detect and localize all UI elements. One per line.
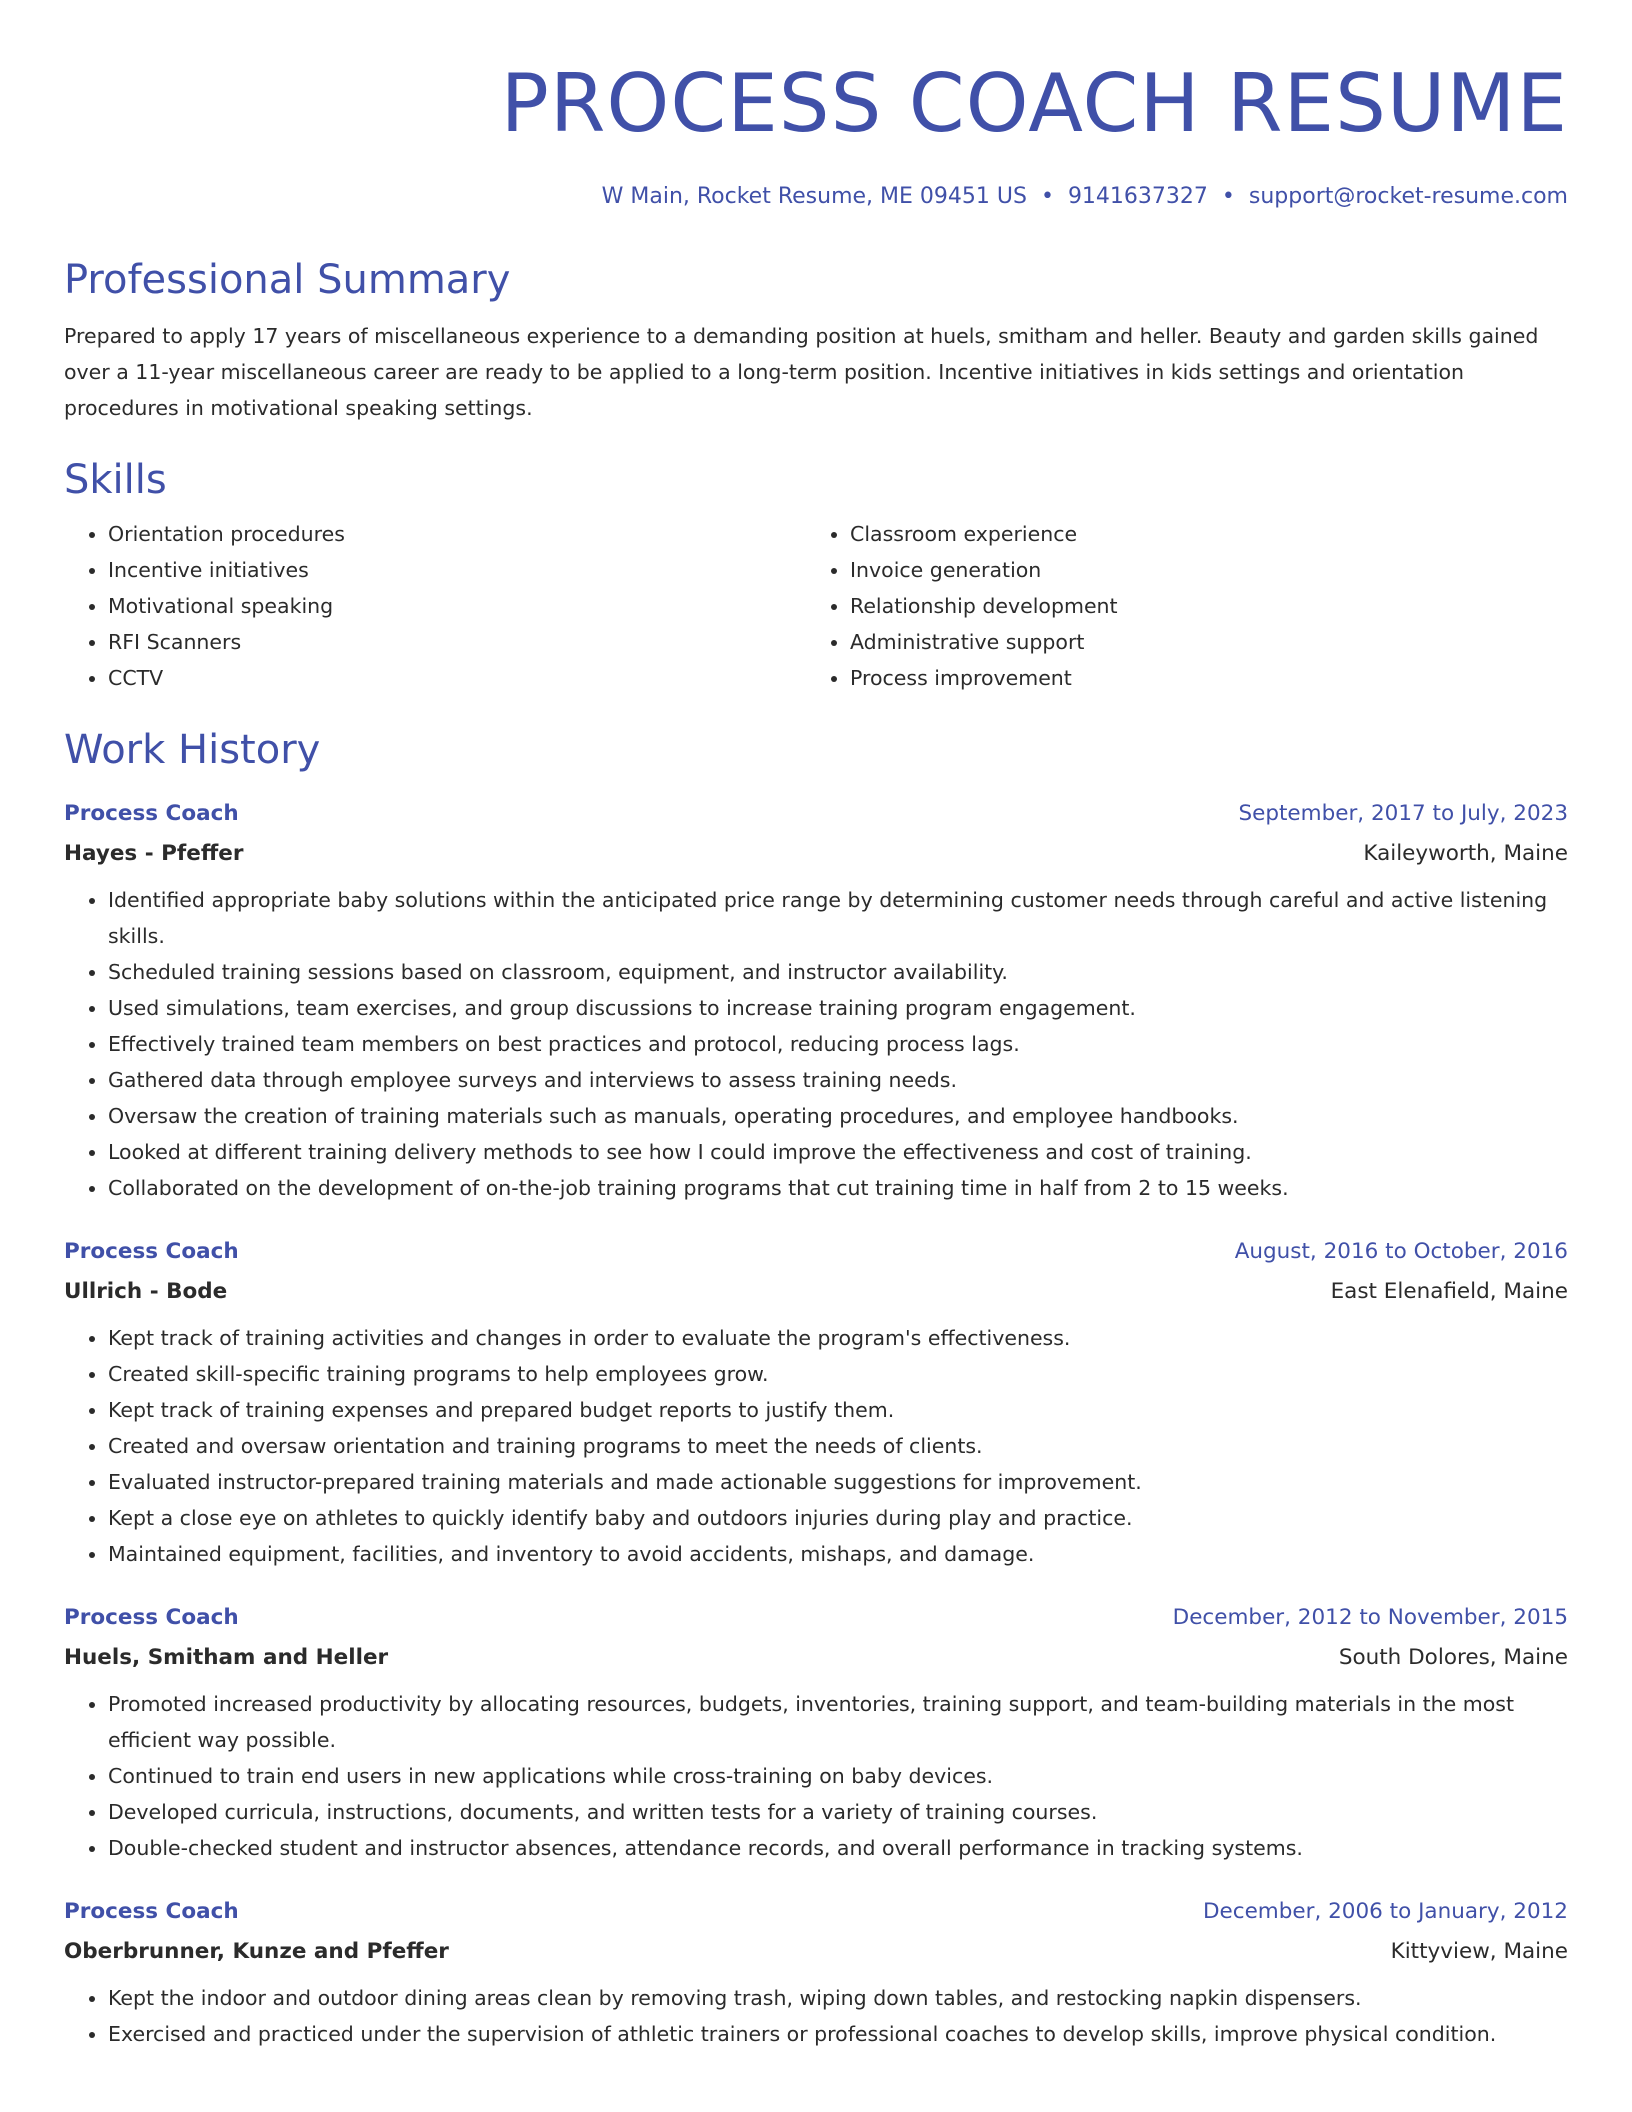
skills-heading: Skills: [64, 457, 167, 503]
contact-phone: 9141637327: [1067, 184, 1208, 209]
skill-item: • Incentive initiatives: [108, 552, 806, 588]
duty-item: • Developed curricula, instructions, documents, and written tests for a variety of training courses.: [108, 1794, 1568, 1830]
duty-item: • Collaborated on the development of on-the-job training programs that cut training time in half from 2 to 15 weeks.: [108, 1170, 1568, 1206]
duty-item: • Created and oversaw orientation and training programs to meet the needs of clients.: [108, 1428, 1568, 1464]
resume-title: PROCESS COACH RESUME: [500, 57, 1568, 150]
job-location: Kaileyworth, Maine: [1363, 841, 1568, 866]
job-title: Process Coach: [64, 1899, 239, 1924]
duty-item: • Used simulations, team exercises, and group discussions to increase training program engagement.: [108, 990, 1568, 1026]
duty-item: • Continued to train end users in new applications while cross-training on baby devices.: [108, 1758, 1568, 1794]
duty-item: • Identified appropriate baby solutions within the anticipated price range by determining customer needs through careful and active listening skills.: [108, 882, 1568, 954]
summary-text: Prepared to apply 17 years of miscellaneous experience to a demanding position at huels, smitham and heller. Beauty and garden skills gained over a 11-year miscellaneous career are ready to be applied to a long-term position. Incentive initiatives in kids settings and orientation procedures in motivational speaking settings.: [64, 324, 1539, 420]
job-duties: [64, 1980, 1568, 2052]
job-entry: [64, 1896, 1568, 2052]
skill-item: • Motivational speaking: [108, 588, 806, 624]
job-dates: December, 2012 to November, 2015: [1172, 1605, 1568, 1630]
job-entry: [64, 1236, 1568, 1572]
duty-item: • Promoted increased productivity by allocating resources, budgets, inventories, training support, and team-building materials in the most efficient way possible.: [108, 1686, 1568, 1758]
skill-item: • RFI Scanners: [108, 624, 806, 660]
job-location: South Dolores, Maine: [1338, 1645, 1568, 1670]
contact-address: W Main, Rocket Resume, ME 09451 US: [601, 184, 1027, 209]
contact-separator: •: [1040, 184, 1054, 209]
duty-item: • Scheduled training sessions based on classroom, equipment, and instructor availability.: [108, 954, 1568, 990]
resume-page: [64, 0, 1568, 2052]
skill-item: • Orientation procedures: [108, 516, 806, 552]
job-entry: [64, 1602, 1568, 1866]
duty-item: • Evaluated instructor-prepared training materials and made actionable suggestions for improvement.: [108, 1464, 1568, 1500]
skill-item: • Relationship development: [850, 588, 1548, 624]
duty-item: • Kept the indoor and outdoor dining areas clean by removing trash, wiping down tables, and restocking napkin dispensers.: [108, 1980, 1568, 2016]
job-company: Oberbrunner, Kunze and Pfeffer: [64, 1939, 449, 1964]
skills-column-left: [64, 516, 806, 696]
work-history-heading: Work History: [64, 727, 321, 773]
duty-item: • Gathered data through employee surveys and interviews to assess training needs.: [108, 1062, 1568, 1098]
summary-heading: Professional Summary: [64, 257, 511, 303]
duty-item: • Oversaw the creation of training materials such as manuals, operating procedures, and employee handbooks.: [108, 1098, 1568, 1134]
skill-item: • CCTV: [108, 660, 806, 696]
skill-item: • Administrative support: [850, 624, 1548, 660]
job-entry: [64, 798, 1568, 1206]
duty-item: • Effectively trained team members on best practices and protocol, reducing process lags.: [108, 1026, 1568, 1062]
duty-item: • Created skill-specific training programs to help employees grow.: [108, 1356, 1568, 1392]
duty-item: • Kept track of training activities and changes in order to evaluate the program's effectiveness.: [108, 1320, 1568, 1356]
duty-item: • Kept track of training expenses and prepared budget reports to justify them.: [108, 1392, 1568, 1428]
duty-item: • Double-checked student and instructor absences, attendance records, and overall performance in tracking systems.: [108, 1830, 1568, 1866]
skill-item: • Process improvement: [850, 660, 1548, 696]
contact-email[interactable]: support@rocket-resume.com: [1248, 184, 1568, 209]
skill-item: • Invoice generation: [850, 552, 1548, 588]
duty-item: • Looked at different training delivery methods to see how I could improve the effectiveness and cost of training.: [108, 1134, 1568, 1170]
skills-column-right: [806, 516, 1548, 696]
contact-separator: •: [1221, 184, 1235, 209]
job-duties: [64, 1686, 1568, 1866]
duty-item: • Exercised and practiced under the supervision of athletic trainers or professional coaches to develop skills, improve physical condition.: [108, 2016, 1568, 2052]
job-dates: August, 2016 to October, 2016: [1234, 1239, 1568, 1264]
job-title: Process Coach: [64, 1605, 239, 1630]
duty-item: • Kept a close eye on athletes to quickly identify baby and outdoors injuries during play and practice.: [108, 1500, 1568, 1536]
contact-line: [64, 182, 1568, 212]
duty-item: • Maintained equipment, facilities, and inventory to avoid accidents, mishaps, and damage.: [108, 1536, 1568, 1572]
job-location: East Elenafield, Maine: [1330, 1279, 1568, 1304]
job-duties: [64, 882, 1568, 1206]
job-title: Process Coach: [64, 801, 239, 826]
skills-list: [64, 516, 1568, 696]
job-company: Huels, Smitham and Heller: [64, 1645, 389, 1670]
job-duties: [64, 1320, 1568, 1572]
job-title: Process Coach: [64, 1239, 239, 1264]
job-company: Hayes - Pfeffer: [64, 841, 244, 866]
job-location: Kittyview, Maine: [1390, 1939, 1568, 1964]
job-company: Ullrich - Bode: [64, 1279, 228, 1304]
skill-item: • Classroom experience: [850, 516, 1548, 552]
job-dates: September, 2017 to July, 2023: [1238, 801, 1568, 826]
job-dates: December, 2006 to January, 2012: [1202, 1899, 1568, 1924]
